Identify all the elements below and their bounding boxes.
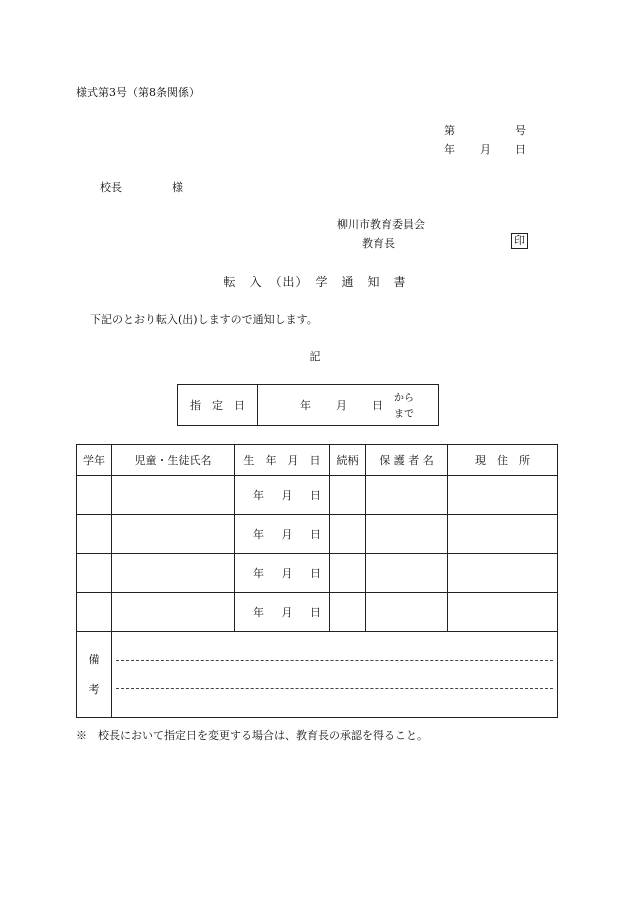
designated-date-day[interactable]: 日 bbox=[372, 399, 383, 412]
header-guardian: 保 護 者 名 bbox=[366, 445, 448, 476]
footnote: ※ 校長において指定日を変更する場合は、教育長の承認を得ること。 bbox=[76, 729, 428, 742]
table-row bbox=[77, 554, 558, 593]
student-table bbox=[76, 444, 558, 718]
cell-name[interactable] bbox=[112, 593, 235, 632]
cell-address[interactable] bbox=[448, 476, 558, 515]
cell-grade[interactable] bbox=[77, 554, 112, 593]
table-header-row bbox=[77, 445, 558, 476]
remarks-field[interactable] bbox=[112, 632, 558, 718]
cell-guardian[interactable] bbox=[366, 554, 448, 593]
cell-dob[interactable] bbox=[235, 476, 330, 515]
dob-month: 月 bbox=[281, 606, 293, 619]
remarks-dashed-line bbox=[116, 688, 553, 689]
cell-relation[interactable] bbox=[330, 476, 366, 515]
ki-mark: 記 bbox=[309, 350, 321, 363]
cell-address[interactable] bbox=[448, 515, 558, 554]
sender-org: 柳川市教育委員会 bbox=[337, 218, 425, 231]
designated-date-label: 指 定 日 bbox=[190, 399, 245, 412]
cell-dob[interactable] bbox=[235, 515, 330, 554]
doc-number-suffix: 号 bbox=[515, 124, 526, 137]
sender-title: 教育長 bbox=[362, 237, 395, 250]
cell-relation[interactable] bbox=[330, 593, 366, 632]
table-row bbox=[77, 515, 558, 554]
table-row bbox=[77, 593, 558, 632]
doc-number-prefix: 第 bbox=[444, 124, 455, 137]
cell-grade[interactable] bbox=[77, 476, 112, 515]
dob-day: 日 bbox=[310, 606, 321, 619]
designated-date-year[interactable]: 年 bbox=[300, 399, 311, 412]
document-title: 転 入 （出） 学 通 知 書 bbox=[223, 275, 407, 289]
addressee-principal: 校長 bbox=[100, 181, 122, 194]
dob-day: 日 bbox=[310, 489, 321, 502]
dob-year: 年 bbox=[253, 528, 264, 541]
cell-relation[interactable] bbox=[330, 515, 366, 554]
cell-guardian[interactable] bbox=[366, 593, 448, 632]
header-name: 児童・生徒氏名 bbox=[112, 445, 235, 476]
dob-year: 年 bbox=[253, 489, 264, 502]
dob-month: 月 bbox=[281, 528, 293, 541]
dob-day: 日 bbox=[310, 528, 321, 541]
header-address: 現 住 所 bbox=[448, 445, 558, 476]
designated-date-divider bbox=[257, 384, 258, 426]
seal-mark: 印 bbox=[511, 233, 528, 249]
date-month: 月 bbox=[480, 143, 491, 156]
cell-address[interactable] bbox=[448, 554, 558, 593]
header-grade: 学年 bbox=[77, 445, 112, 476]
dob-day: 日 bbox=[310, 567, 321, 580]
cell-name[interactable] bbox=[112, 515, 235, 554]
dob-month: 月 bbox=[281, 567, 293, 580]
dob-year: 年 bbox=[253, 567, 264, 580]
cell-dob[interactable] bbox=[235, 593, 330, 632]
cell-name[interactable] bbox=[112, 476, 235, 515]
header-relation: 続柄 bbox=[330, 445, 366, 476]
body-text: 下記のとおり転入(出)しますので通知します。 bbox=[90, 313, 318, 326]
date-day: 日 bbox=[515, 143, 526, 156]
designated-date-kara: から bbox=[394, 393, 414, 404]
remarks-dashed-line bbox=[116, 660, 553, 661]
form-number: 様式第3号（第8条関係） bbox=[76, 86, 200, 99]
date-year: 年 bbox=[444, 143, 455, 156]
remarks-row bbox=[77, 632, 558, 718]
dob-year: 年 bbox=[253, 606, 264, 619]
remarks-label-1: 備 bbox=[88, 652, 100, 666]
cell-guardian[interactable] bbox=[366, 476, 448, 515]
header-dob: 生 年 月 日 bbox=[235, 445, 330, 476]
cell-guardian[interactable] bbox=[366, 515, 448, 554]
remarks-label bbox=[77, 632, 112, 718]
designated-date-made: まで bbox=[394, 409, 414, 420]
cell-relation[interactable] bbox=[330, 554, 366, 593]
remarks-label-2: 考 bbox=[88, 682, 100, 696]
addressee-sama: 様 bbox=[172, 181, 183, 194]
cell-dob[interactable] bbox=[235, 554, 330, 593]
designated-date-month[interactable]: 月 bbox=[336, 399, 347, 412]
cell-grade[interactable] bbox=[77, 515, 112, 554]
dob-month: 月 bbox=[281, 489, 293, 502]
table-row bbox=[77, 476, 558, 515]
cell-address[interactable] bbox=[448, 593, 558, 632]
cell-grade[interactable] bbox=[77, 593, 112, 632]
cell-name[interactable] bbox=[112, 554, 235, 593]
